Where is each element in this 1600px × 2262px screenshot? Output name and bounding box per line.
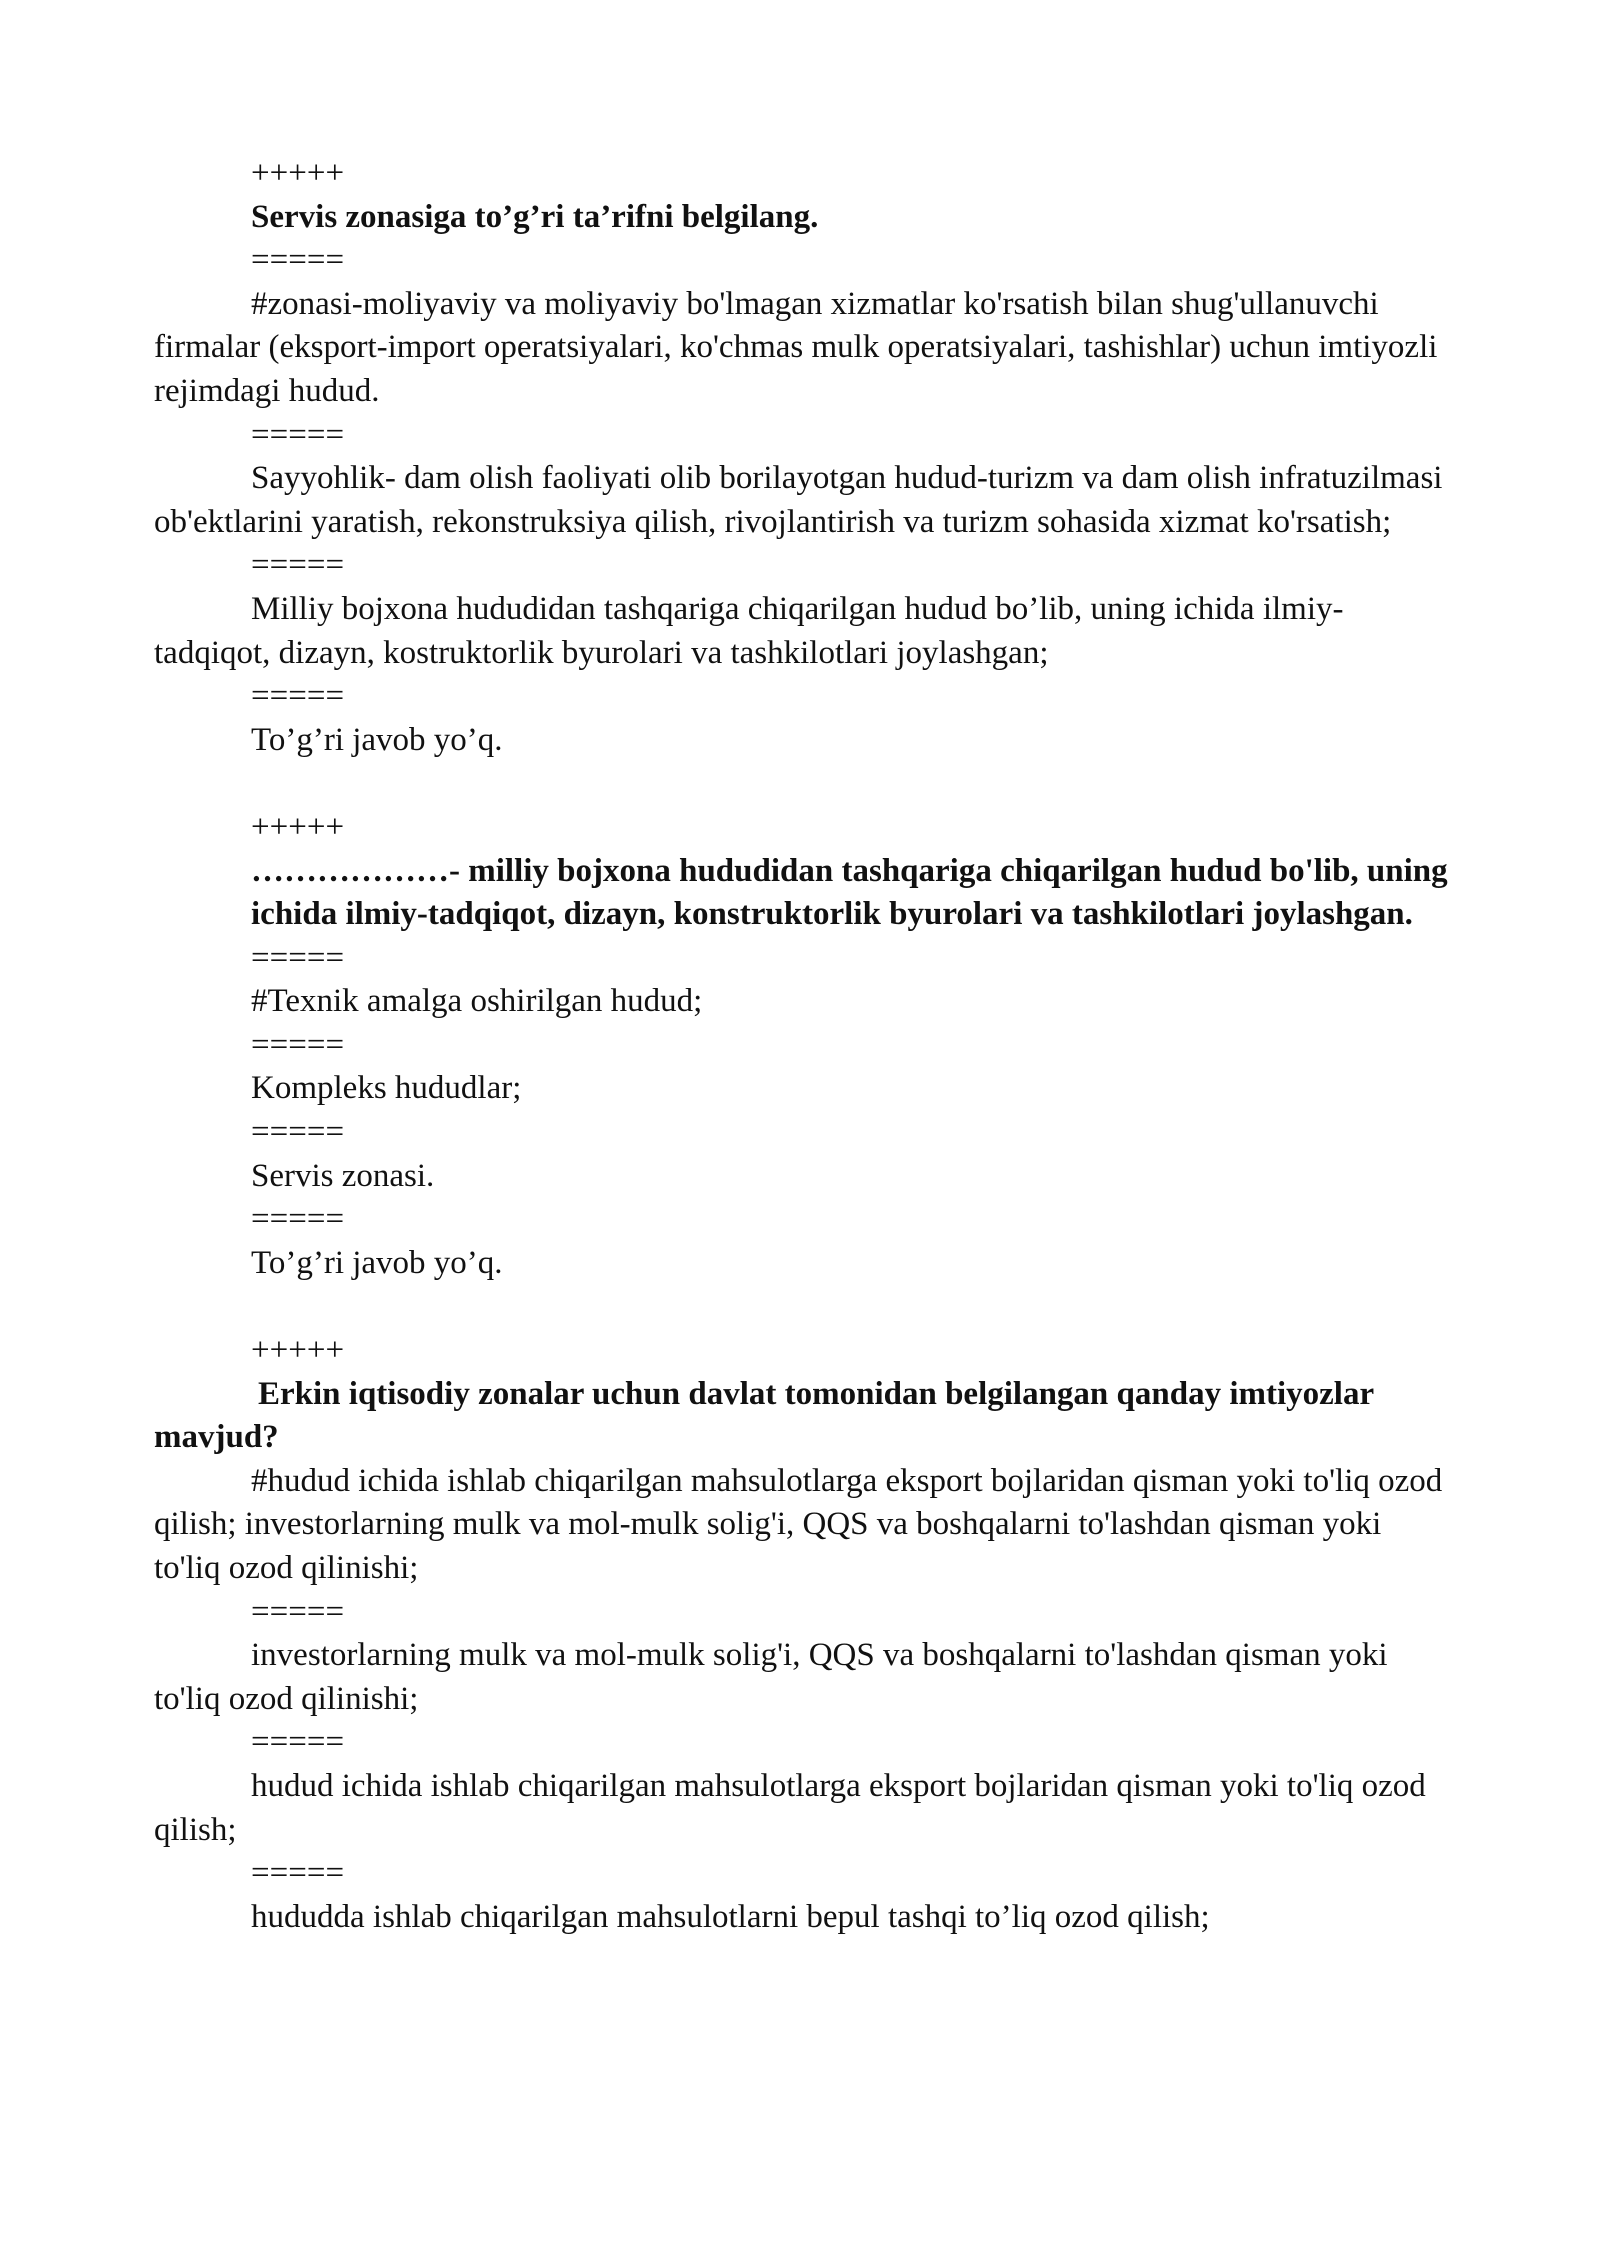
answer-option: Kompleks hududlar; [251, 1070, 522, 1107]
separator: ===== [251, 416, 345, 453]
separator: ===== [251, 678, 345, 715]
quiz-content [154, 152, 1454, 1939]
separator: ===== [251, 1593, 345, 1630]
answer-option: hududda ishlab chiqarilgan mahsulotlarni bepul tashqi to’liq ozod qilish; [251, 1898, 1210, 1935]
separator: ===== [251, 242, 345, 279]
answer-option: #hudud ichida ishlab chiqarilgan mahsulotlarga eksport bojlaridan qisman yoki to'liq ozod qilish; investorlarning mulk va mol-mulk solig'i, QQS va boshqalarni to'lashdan qisman yoki to'liq ozod qilinishi; [154, 1462, 1443, 1586]
question-text: ………………- milliy bojxona hududidan tashqariga chiqarilgan hudud bo'lib, uning ichida ilmiy-tadqiqot, dizayn, konstruktorlik byurolari va tashkilotlari joylashgan. [251, 852, 1448, 933]
answer-option: Milliy bojxona hududidan tashqariga chiqarilgan hudud bo’lib, uning ichida ilmiy- tadqiqot, dizayn, kostruktorlik byurolari va tashkilotlari joylashgan; [154, 590, 1344, 671]
question-start-marker: +++++ [251, 808, 345, 845]
separator: ===== [251, 1724, 345, 1761]
separator: ===== [251, 1026, 345, 1063]
answer-option: Sayyohlik- dam olish faoliyati olib borilayotgan hudud-turizm va dam olish infratuzilmasi ob'ektlarini yaratish, rekonstruksiya qilish, rivojlantirish va turizm sohasida xizmat ko'rsatish; [154, 460, 1443, 540]
answer-option: To’g’ri javob yo’q. [251, 1244, 503, 1281]
answer-option: #Texnik amalga oshirilgan hudud; [251, 983, 703, 1020]
answer-option: To’g’ri javob yo’q. [251, 721, 503, 758]
answer-option: Servis zonasi. [251, 1157, 435, 1194]
question-text: Servis zonasiga to’g’ri ta’rifni belgilang. [251, 198, 819, 235]
blank-line [154, 1285, 1454, 1329]
question-text: Erkin iqtisodiy zonalar uchun davlat tomonidan belgilangan qanday imtiyozlar mavjud? [154, 1375, 1374, 1456]
separator: ===== [251, 939, 345, 976]
answer-option: hudud ichida ishlab chiqarilgan mahsulotlarga eksport bojlaridan qisman yoki to'liq ozod qilish; [154, 1767, 1426, 1848]
question-block [154, 806, 1454, 1286]
question-start-marker: +++++ [251, 155, 345, 191]
separator: ===== [251, 1201, 345, 1238]
answer-option: investorlarning mulk va mol-mulk solig'i, QQS va boshqalarni to'lashdan qisman yoki to'liq ozod qilinishi; [154, 1637, 1388, 1717]
question-start-marker: +++++ [251, 1332, 345, 1369]
separator: ===== [251, 1855, 345, 1892]
question-block [154, 1329, 1454, 1939]
question-block [154, 152, 1454, 762]
blank-line [154, 762, 1454, 806]
separator: ===== [251, 547, 345, 584]
separator: ===== [251, 1114, 345, 1151]
answer-option: #zonasi-moliyaviy va moliyaviy bo'lmagan xizmatlar ko'rsatish bilan shug'ullanuvchi firmalar (eksport-import operatsiyalari, ko'chmas mulk operatsiyalari, tashishlar) uchun imtiyozli rejimdagi hudud. [154, 285, 1438, 409]
